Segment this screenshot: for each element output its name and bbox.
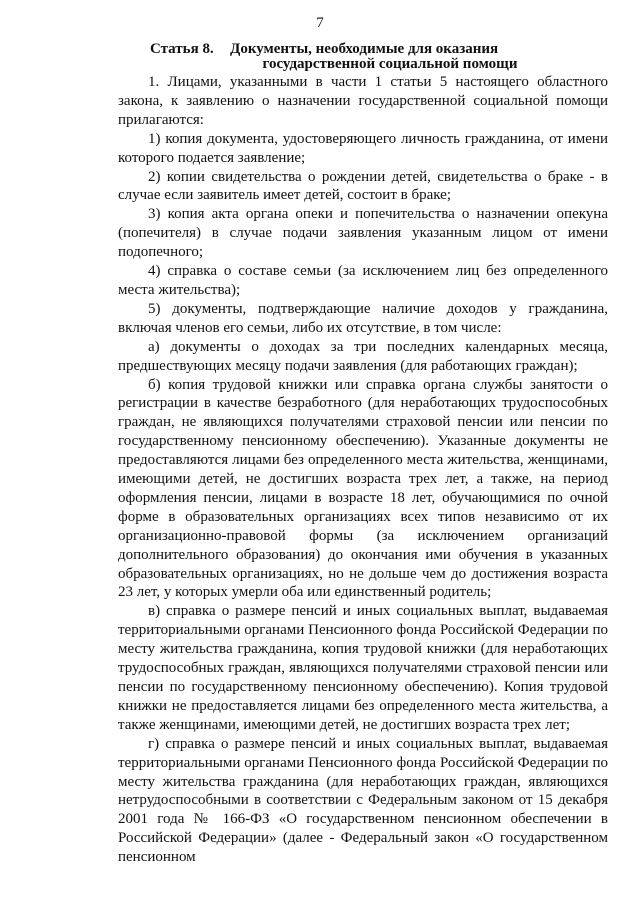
paragraph-item-2: 2) копии свидетельства о рождении детей, свидетельства о браке - в случае если заявитель имеет детей, состоит в браке;: [118, 168, 608, 204]
paragraph-item-5: 5) документы, подтверждающие наличие доходов у гражданина, включая членов его семьи, либо их отсутствие, в том числе:: [118, 300, 608, 336]
article-heading-row: [150, 42, 590, 57]
article-heading: [150, 42, 590, 72]
article-title-line-1: Документы, необходимые для оказания: [230, 41, 499, 57]
page-number: 7: [316, 15, 324, 31]
paragraph-subitem-g: г) справка о размере пенсий и иных социальных выплат, выдаваемая территориальными органами Пенсионного фонда Российской Федерации по месту жительства гражданина (для неработающих граждан, являющихся нетрудоспособными в соответствии с Федеральным законом от 15 декабря 2001 года № 166-ФЗ «О государственном пенсионном обеспечении в Российской Федерации» (далее - Федеральный закон «О государственном пенсионном: [118, 735, 608, 866]
paragraph-subitem-v: в) справка о размере пенсий и иных социальных выплат, выдаваемая территориальными органами Пенсионного фонда Российской Федерации по месту жительства гражданина, копия трудовой книжки (для неработающих трудоспособных граждан, являющихся получателями страховой пенсии или пенсии по государственному пенсионному обеспечению). Копия трудовой книжки не предоставляется лицами без определенного места жительства, а также женщинами, имеющими детей, не достигших возраста трех лет;: [118, 603, 608, 733]
article-number: Статья 8.: [150, 41, 214, 57]
article-body: [118, 73, 608, 867]
paragraph-item-1: 1) копия документа, удостоверяющего личность гражданина, от имени которого подается заявление;: [118, 130, 608, 166]
paragraph-item-4: 4) справка о составе семьи (за исключением лиц без определенного места жительства);: [118, 263, 608, 298]
paragraph-subitem-a: а) документы о доходах за три последних календарных месяца, предшествующих месяцу подачи заявления (для работающих граждан);: [118, 338, 608, 374]
paragraph-item-3: 3) копия акта органа опеки и попечительства о назначении опекуна (попечителя) в случае подачи заявления указанным лицом от имени подопечного;: [118, 206, 608, 261]
paragraph-intro: 1. Лицами, указанными в части 1 статьи 5 настоящего областного закона, к заявлению о назначении государственной социальной помощи прилагаются:: [118, 74, 608, 128]
article-title-line-2: государственной социальной помощи: [262, 56, 518, 72]
paragraph-subitem-b: б) копия трудовой книжки или справка органа службы занятости о регистрации в качестве безработного (для неработающих трудоспособных граждан, не являющихся получателями страховой пенсии или пенсии по государственному пенсионному обеспечению). Указанные документы не предоставляются лицами без определенного места жительства, женщинами, имеющими детей, не достигших возраста трех лет, а также, на период оформления пенсии, лицами в возрасте 18 лет, обучающимися по очной форме в образовательных организациях всех типов независимо от их организационно-правовой формы (за исключением организаций дополнительного образования) до окончания ими обучения в указанных образовательных организациях, но не дольше чем до достижения возраста 23 лет, у которых умерли оба или единственный родитель;: [118, 376, 608, 601]
